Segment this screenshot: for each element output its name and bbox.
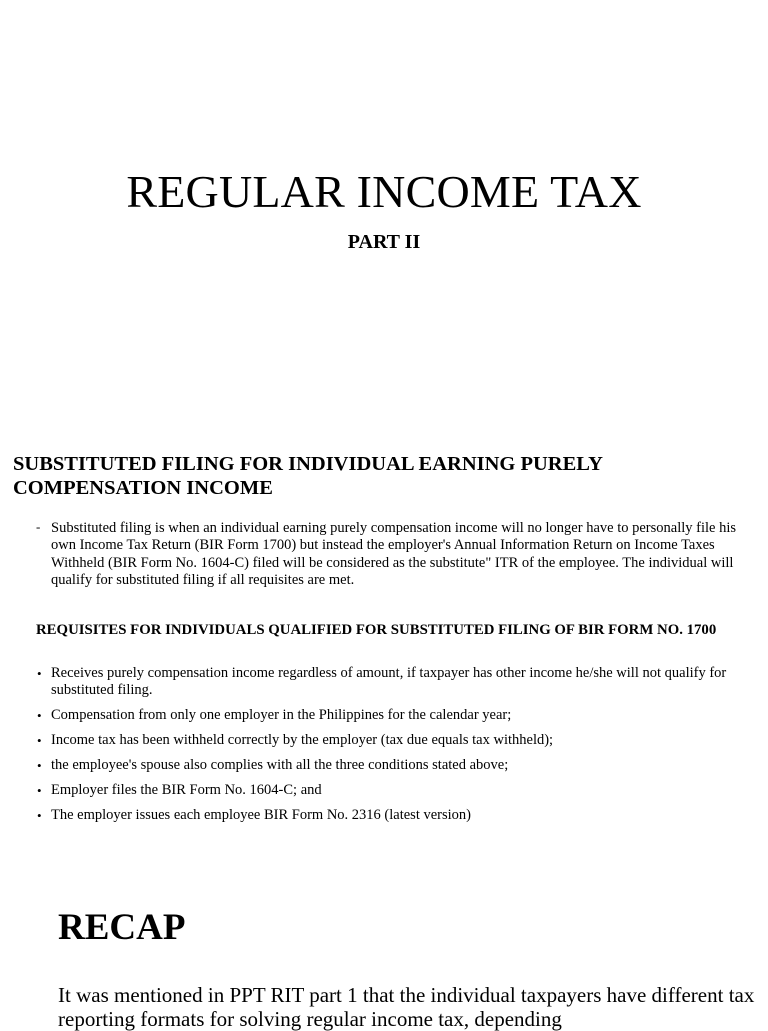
list-item xyxy=(36,665,748,700)
list-item-text: Employer files the BIR Form No. 1604-C; and xyxy=(51,782,322,799)
list-item-text: Compensation from only one employer in the Philippines for the calendar year; xyxy=(51,707,512,724)
dash-bullet-icon: - xyxy=(36,519,41,534)
requisites-heading: REQUISITES FOR INDIVIDUALS QUALIFIED FOR SUBSTITUTED FILING OF BIR FORM NO. 1700 xyxy=(36,622,717,638)
list-item xyxy=(36,757,748,774)
list-item-text: Income tax has been withheld correctly by the employer (tax due equals tax withheld); xyxy=(51,732,554,749)
list-item xyxy=(36,707,748,724)
page-subtitle: PART II xyxy=(347,231,421,253)
section-heading-line-1: SUBSTITUTED FILING FOR INDIVIDUAL EARNING PURELY xyxy=(13,453,603,475)
bullet-icon: • xyxy=(37,758,42,774)
bullet-icon: • xyxy=(37,708,42,724)
list-item xyxy=(36,782,748,799)
recap-heading: RECAP xyxy=(58,907,186,948)
list-item xyxy=(36,732,748,749)
definition-item xyxy=(36,520,748,589)
definition-text: Substituted filing is when an individual earning purely compensation income will no longer have to personally file his own Income Tax Return (BIR Form 1700) but instead the employer's Annual Information Return on Income Taxes Withheld (BIR Form No. 1604-C) filed will be considered as the substitute" ITR of the employee. The individual will qualify for substituted filing if all requisites are met. xyxy=(51,520,736,588)
list-item-text: the employee's spouse also complies with all the three conditions stated above; xyxy=(51,757,509,774)
definition-list xyxy=(36,520,748,589)
requisites-list xyxy=(36,665,748,832)
list-item-text: Receives purely compensation income regardless of amount, if taxpayer has other income he/she will not qualify for substituted filing. xyxy=(51,665,727,699)
bullet-icon: • xyxy=(37,783,42,799)
page-title: REGULAR INCOME TAX xyxy=(126,166,642,217)
list-item xyxy=(36,807,748,824)
list-item-text: The employer issues each employee BIR Form No. 2316 (latest version) xyxy=(51,807,471,824)
bullet-icon: • xyxy=(37,808,42,824)
section-heading xyxy=(13,452,753,500)
recap-text: It was mentioned in PPT RIT part 1 that the individual taxpayers have different tax reporting formats for solving regular income tax, depending xyxy=(58,983,755,1031)
bullet-icon: • xyxy=(37,666,42,681)
bullet-icon: • xyxy=(37,733,42,749)
section-heading-line-2: COMPENSATION INCOME xyxy=(13,477,273,499)
